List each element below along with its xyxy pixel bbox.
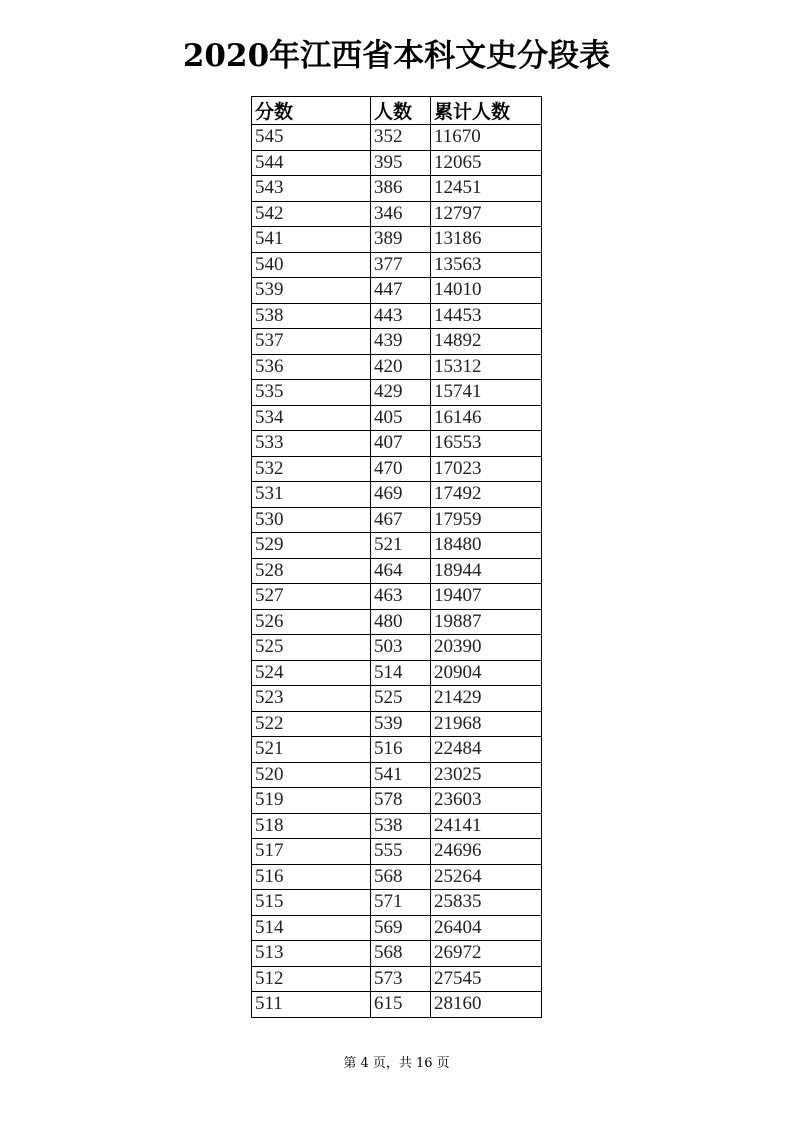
cumulative-cell: 15741	[431, 380, 542, 406]
table-row	[252, 813, 542, 839]
count-cell: 470	[371, 456, 431, 482]
cumulative-cell: 19887	[431, 609, 542, 635]
count-cell: 463	[371, 584, 431, 610]
cumulative-cell: 26404	[431, 915, 542, 941]
cumulative-cell: 21968	[431, 711, 542, 737]
cumulative-cell: 21429	[431, 686, 542, 712]
cumulative-cell: 25835	[431, 890, 542, 916]
table-row	[252, 380, 542, 406]
header-score: 分数	[252, 97, 371, 125]
table-row	[252, 201, 542, 227]
table-row	[252, 125, 542, 151]
count-cell: 389	[371, 227, 431, 253]
cumulative-cell: 14010	[431, 278, 542, 304]
cumulative-cell: 12797	[431, 201, 542, 227]
cumulative-cell: 24141	[431, 813, 542, 839]
table-row	[252, 558, 542, 584]
count-cell: 539	[371, 711, 431, 737]
score-cell: 525	[252, 635, 371, 661]
count-cell: 516	[371, 737, 431, 763]
table-header-row	[252, 97, 542, 125]
cumulative-cell: 17959	[431, 507, 542, 533]
page-title: 2020年江西省本科文史分段表	[182, 38, 611, 74]
table-row	[252, 788, 542, 814]
score-cell: 534	[252, 405, 371, 431]
score-cell: 544	[252, 150, 371, 176]
count-cell: 377	[371, 252, 431, 278]
table-row	[252, 329, 542, 355]
count-cell: 568	[371, 941, 431, 967]
score-cell: 543	[252, 176, 371, 202]
cumulative-cell: 16146	[431, 405, 542, 431]
score-cell: 523	[252, 686, 371, 712]
cumulative-cell: 27545	[431, 966, 542, 992]
table-row	[252, 992, 542, 1018]
count-cell: 521	[371, 533, 431, 559]
count-cell: 447	[371, 278, 431, 304]
count-cell: 541	[371, 762, 431, 788]
table-row	[252, 303, 542, 329]
score-cell: 522	[252, 711, 371, 737]
score-cell: 524	[252, 660, 371, 686]
table-row	[252, 176, 542, 202]
table-row	[252, 405, 542, 431]
table-row	[252, 711, 542, 737]
cumulative-cell: 18480	[431, 533, 542, 559]
table-row	[252, 252, 542, 278]
table-row	[252, 150, 542, 176]
count-cell: 439	[371, 329, 431, 355]
count-cell: 420	[371, 354, 431, 380]
cumulative-cell: 13186	[431, 227, 542, 253]
cumulative-cell: 26972	[431, 941, 542, 967]
score-cell: 536	[252, 354, 371, 380]
cumulative-cell: 23025	[431, 762, 542, 788]
cumulative-cell: 19407	[431, 584, 542, 610]
header-count: 人数	[371, 97, 431, 125]
cumulative-cell: 22484	[431, 737, 542, 763]
count-cell: 346	[371, 201, 431, 227]
score-cell: 513	[252, 941, 371, 967]
table-row	[252, 482, 542, 508]
cumulative-cell: 28160	[431, 992, 542, 1018]
count-cell: 464	[371, 558, 431, 584]
score-cell: 535	[252, 380, 371, 406]
table-row	[252, 533, 542, 559]
cumulative-cell: 11670	[431, 125, 542, 151]
table-row	[252, 941, 542, 967]
cumulative-cell: 24696	[431, 839, 542, 865]
table-row	[252, 354, 542, 380]
cumulative-cell: 18944	[431, 558, 542, 584]
table-row	[252, 737, 542, 763]
table-row	[252, 762, 542, 788]
count-cell: 578	[371, 788, 431, 814]
count-cell: 352	[371, 125, 431, 151]
count-cell: 407	[371, 431, 431, 457]
score-cell: 537	[252, 329, 371, 355]
cumulative-cell: 15312	[431, 354, 542, 380]
cumulative-cell: 14453	[431, 303, 542, 329]
count-cell: 525	[371, 686, 431, 712]
count-cell: 503	[371, 635, 431, 661]
cumulative-cell: 20904	[431, 660, 542, 686]
score-cell: 532	[252, 456, 371, 482]
cumulative-cell: 14892	[431, 329, 542, 355]
count-cell: 569	[371, 915, 431, 941]
table-row	[252, 890, 542, 916]
table-body	[252, 125, 542, 1018]
score-cell: 512	[252, 966, 371, 992]
count-cell: 538	[371, 813, 431, 839]
count-cell: 615	[371, 992, 431, 1018]
score-cell: 516	[252, 864, 371, 890]
count-cell: 395	[371, 150, 431, 176]
count-cell: 555	[371, 839, 431, 865]
cumulative-cell: 17023	[431, 456, 542, 482]
count-cell: 467	[371, 507, 431, 533]
score-cell: 517	[252, 839, 371, 865]
cumulative-cell: 12451	[431, 176, 542, 202]
table-row	[252, 609, 542, 635]
cumulative-cell: 16553	[431, 431, 542, 457]
score-cell: 526	[252, 609, 371, 635]
score-cell: 528	[252, 558, 371, 584]
score-cell: 529	[252, 533, 371, 559]
table-row	[252, 456, 542, 482]
cumulative-cell: 25264	[431, 864, 542, 890]
page-footer: 第 4 页，共 16 页	[343, 1056, 450, 1071]
table-row	[252, 915, 542, 941]
score-cell: 538	[252, 303, 371, 329]
table-row	[252, 227, 542, 253]
score-cell: 542	[252, 201, 371, 227]
count-cell: 469	[371, 482, 431, 508]
count-cell: 386	[371, 176, 431, 202]
table-row	[252, 660, 542, 686]
table-row	[252, 584, 542, 610]
count-cell: 573	[371, 966, 431, 992]
count-cell: 480	[371, 609, 431, 635]
count-cell: 443	[371, 303, 431, 329]
count-cell: 568	[371, 864, 431, 890]
score-cell: 514	[252, 915, 371, 941]
score-cell: 540	[252, 252, 371, 278]
header-cumulative: 累计人数	[431, 97, 542, 125]
table-row	[252, 507, 542, 533]
count-cell: 514	[371, 660, 431, 686]
score-cell: 520	[252, 762, 371, 788]
score-cell: 521	[252, 737, 371, 763]
score-cell: 533	[252, 431, 371, 457]
score-distribution-table	[251, 96, 542, 1018]
score-cell: 511	[252, 992, 371, 1018]
table-row	[252, 635, 542, 661]
count-cell: 405	[371, 405, 431, 431]
score-cell: 530	[252, 507, 371, 533]
score-cell: 519	[252, 788, 371, 814]
table-row	[252, 864, 542, 890]
score-cell: 531	[252, 482, 371, 508]
cumulative-cell: 20390	[431, 635, 542, 661]
score-cell: 518	[252, 813, 371, 839]
score-cell: 541	[252, 227, 371, 253]
count-cell: 429	[371, 380, 431, 406]
cumulative-cell: 23603	[431, 788, 542, 814]
table-row	[252, 686, 542, 712]
table-row	[252, 431, 542, 457]
table-row	[252, 966, 542, 992]
cumulative-cell: 17492	[431, 482, 542, 508]
table-row	[252, 839, 542, 865]
count-cell: 571	[371, 890, 431, 916]
score-cell: 515	[252, 890, 371, 916]
table-row	[252, 278, 542, 304]
cumulative-cell: 12065	[431, 150, 542, 176]
score-cell: 527	[252, 584, 371, 610]
score-cell: 545	[252, 125, 371, 151]
score-cell: 539	[252, 278, 371, 304]
cumulative-cell: 13563	[431, 252, 542, 278]
